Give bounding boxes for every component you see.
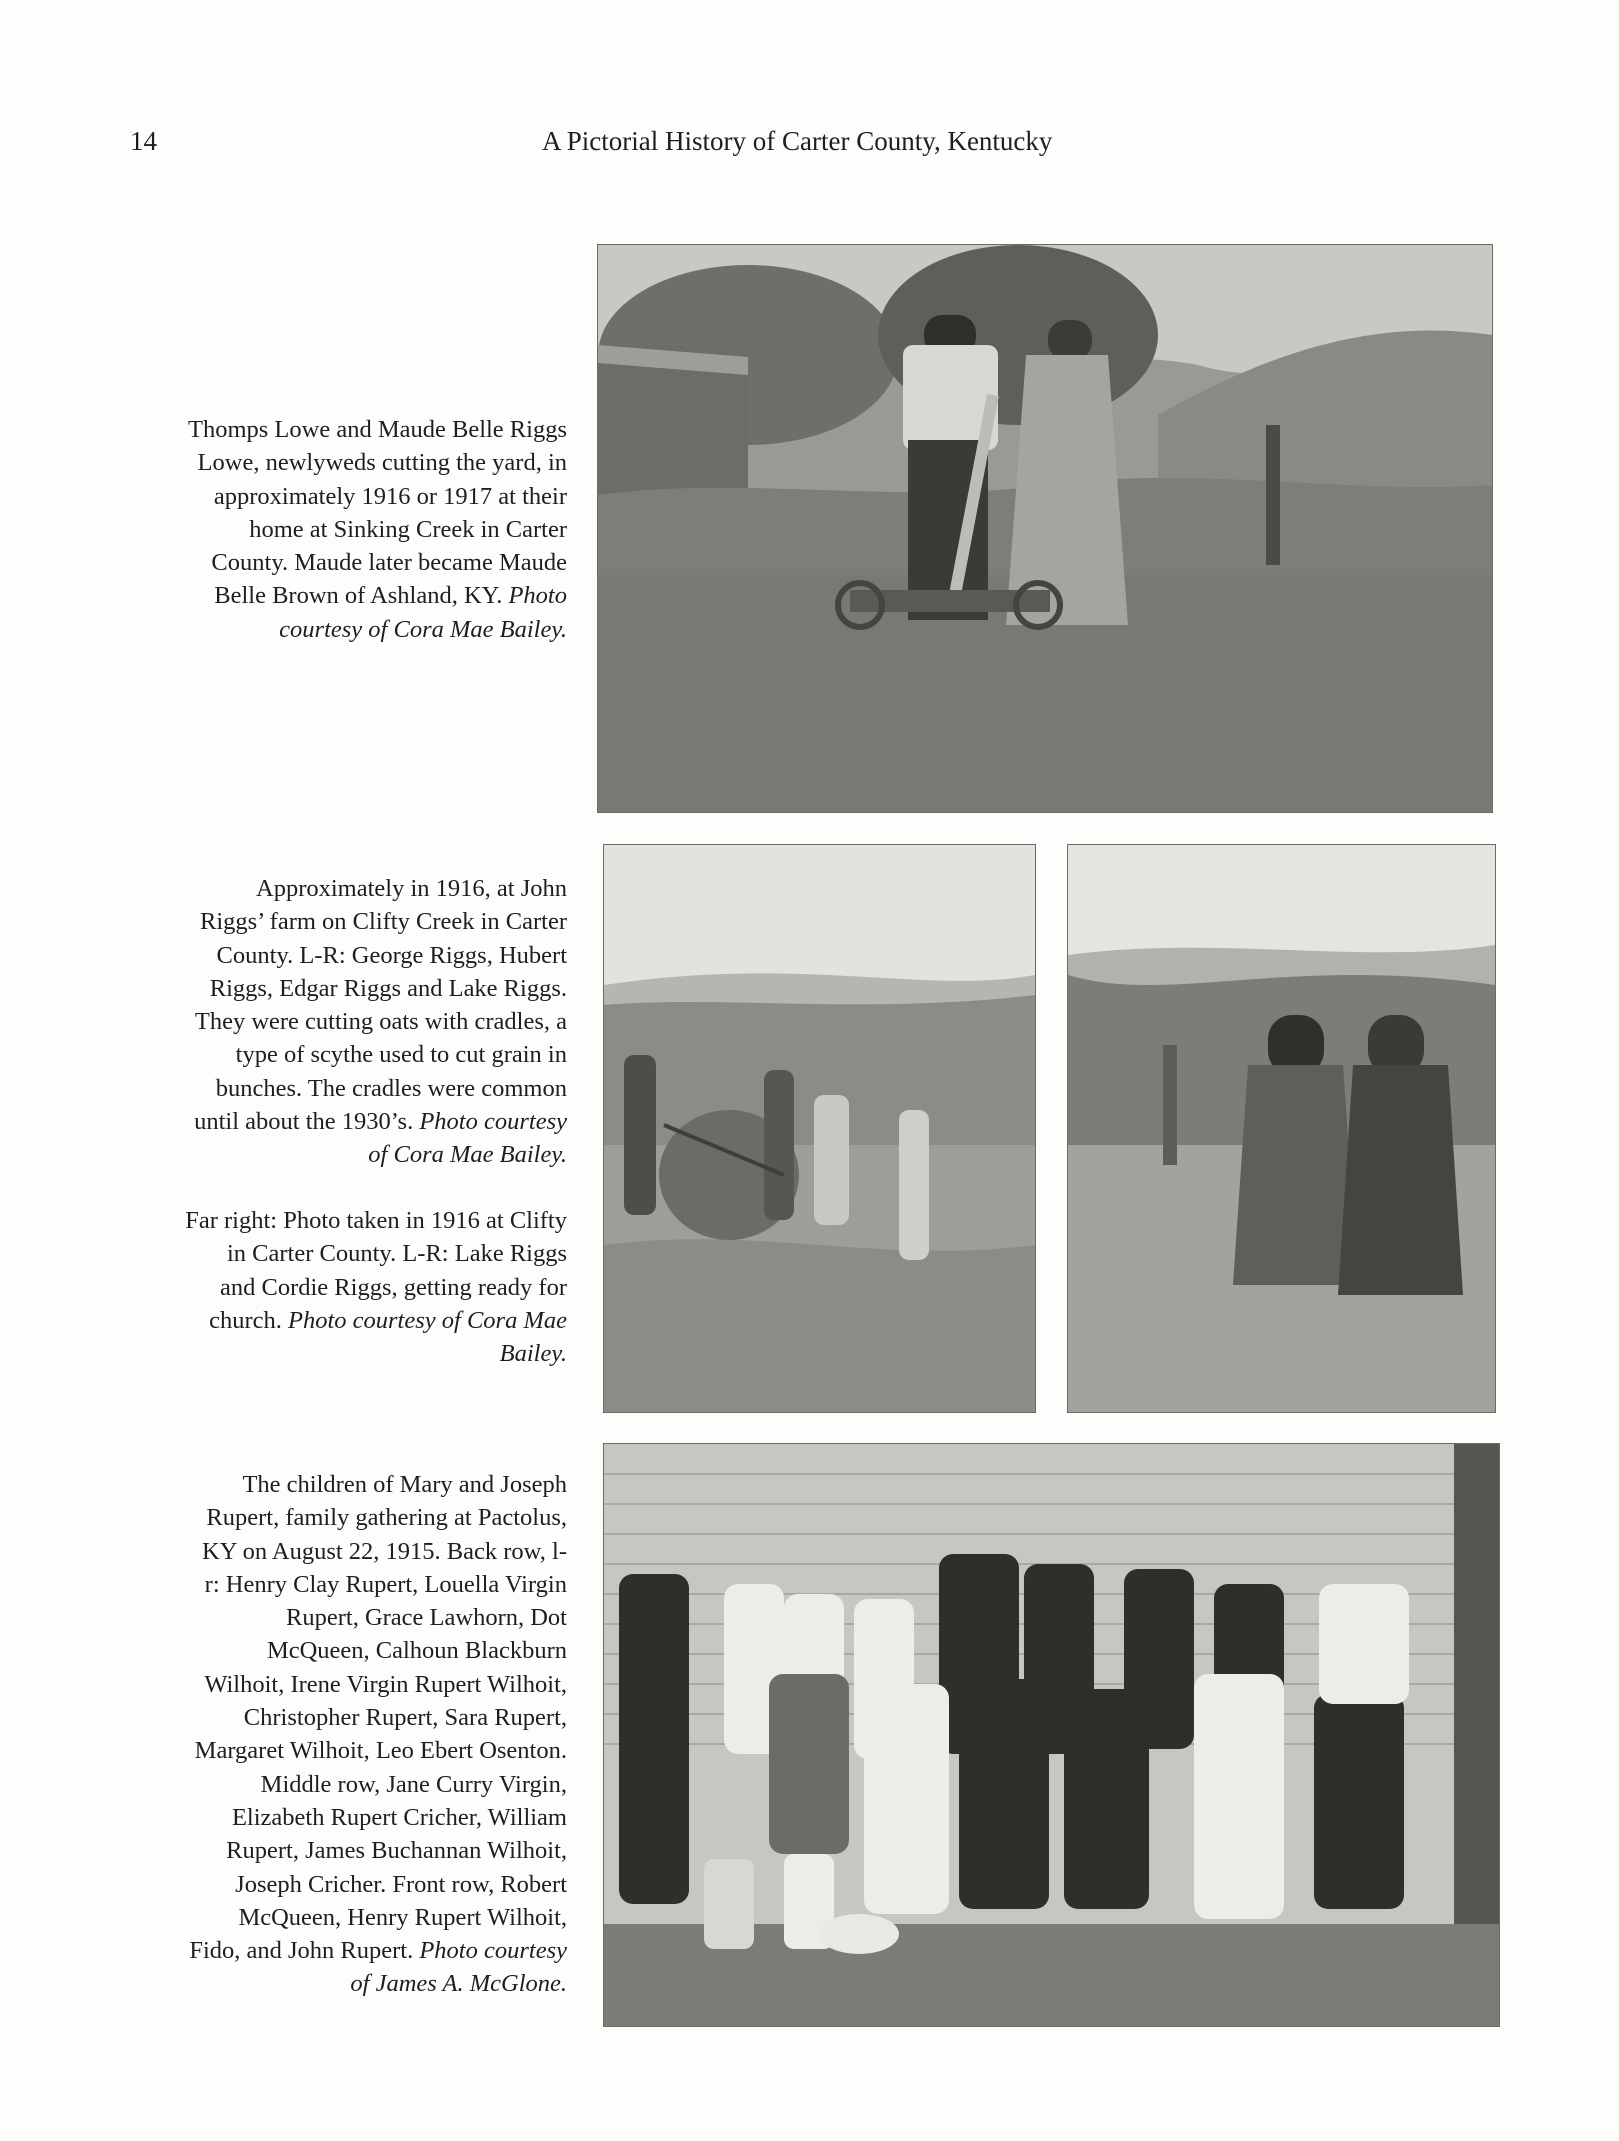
caption-line: [125, 446, 567, 479]
caption-line: [125, 1005, 567, 1038]
photo-riggs-oats: [603, 844, 1036, 1413]
caption-line: [125, 1868, 567, 1901]
caption-credit-text: Photo: [508, 582, 567, 610]
caption-line: [125, 1834, 567, 1867]
caption-text: The children of Mary and Joseph: [242, 1471, 567, 1498]
caption-line: [125, 1901, 567, 1934]
caption-text: Middle row, Jane Curry Virgin,: [260, 1770, 567, 1798]
caption-text: Rupert, James Buchannan Wilhoit,: [226, 1837, 567, 1865]
caption-line: [125, 1701, 567, 1734]
caption-line: [125, 1204, 567, 1237]
caption-rupert-family: [125, 1468, 567, 2001]
caption-text: church.: [209, 1306, 288, 1334]
caption-text: type of scythe used to cut grain in: [235, 1041, 567, 1069]
caption-line: [125, 480, 567, 513]
caption-text: Far right: Photo taken in 1916 at Clifty: [185, 1207, 567, 1234]
caption-line: [125, 905, 567, 938]
caption-text: Margaret Wilhoit, Leo Ebert Osenton.: [194, 1737, 567, 1765]
caption-line: [125, 1535, 567, 1568]
caption-line: [125, 546, 567, 579]
caption-line: [125, 1271, 567, 1304]
caption-text: Thomps Lowe and Maude Belle Riggs: [187, 416, 567, 443]
caption-line: [125, 972, 567, 1005]
caption-text: Wilhoit, Irene Virgin Rupert Wilhoit,: [204, 1670, 567, 1698]
caption-line: [125, 513, 567, 546]
page-number: 14: [130, 126, 157, 156]
caption-line: [125, 872, 567, 905]
caption-text: Christopher Rupert, Sara Rupert,: [243, 1704, 567, 1732]
caption-line: [125, 1634, 567, 1667]
caption-text: KY on August 22, 1915. Back row, l-: [202, 1537, 567, 1565]
caption-text: Fido, and John Rupert.: [189, 1937, 420, 1965]
caption-line: [125, 579, 567, 612]
caption-text: Riggs’ farm on Clifty Creek in Carter: [200, 908, 567, 936]
caption-text: They were cutting oats with cradles, a: [194, 1008, 567, 1036]
caption-credit-text: Photo courtesy: [419, 1937, 567, 1965]
caption-text: McQueen, Henry Rupert Wilhoit,: [238, 1903, 567, 1931]
caption-line: [125, 613, 567, 646]
caption-line: [125, 1934, 567, 1967]
caption-text: r: Henry Clay Rupert, Louella Virgin: [204, 1570, 567, 1598]
caption-text: County. Maude later became Maude: [211, 549, 567, 577]
caption-line: [125, 1237, 567, 1270]
caption-credit-text: Photo courtesy: [419, 1108, 567, 1136]
caption-text: Joseph Cricher. Front row, Robert: [235, 1870, 567, 1898]
caption-text: until about the 1930’s.: [194, 1108, 420, 1136]
caption-line: [125, 1668, 567, 1701]
caption-line: [125, 1468, 567, 1501]
caption-line: [125, 1568, 567, 1601]
caption-text: Rupert, family gathering at Pactolus,: [206, 1504, 567, 1532]
caption-line: [125, 1337, 567, 1370]
photo-riggs-church: [1067, 844, 1496, 1413]
caption-line: [125, 1138, 567, 1171]
caption-text: home at Sinking Creek in Carter: [249, 515, 567, 543]
caption-lowe-mowing: [125, 413, 567, 646]
caption-credit-text: Bailey.: [499, 1340, 567, 1368]
photo-rupert-family: [603, 1443, 1500, 2027]
caption-line: [125, 1801, 567, 1834]
caption-line: [125, 1105, 567, 1138]
caption-line: [125, 939, 567, 972]
running-title: A Pictorial History of Carter County, Kentucky: [542, 126, 1053, 156]
caption-line: [125, 1601, 567, 1634]
caption-line: [125, 1501, 567, 1534]
caption-line: [125, 1734, 567, 1767]
caption-line: [125, 413, 567, 446]
caption-credit-text: Photo courtesy of Cora Mae: [288, 1306, 567, 1334]
caption-text: Approximately in 1916, at John: [256, 875, 567, 902]
caption-line: [125, 1038, 567, 1071]
caption-text: Riggs, Edgar Riggs and Lake Riggs.: [209, 974, 567, 1002]
caption-credit-text: of James A. McGlone.: [350, 1970, 567, 1998]
caption-riggs-oats: [125, 872, 567, 1172]
caption-credit-text: of Cora Mae Bailey.: [368, 1141, 567, 1169]
caption-text: Lowe, newlyweds cutting the yard, in: [197, 449, 567, 477]
caption-text: approximately 1916 or 1917 at their: [213, 482, 567, 510]
caption-text: bunches. The cradles were common: [215, 1074, 567, 1102]
caption-text: Rupert, Grace Lawhorn, Dot: [286, 1604, 567, 1632]
caption-text: McQueen, Calhoun Blackburn: [266, 1637, 567, 1665]
caption-riggs-church: [125, 1204, 567, 1370]
caption-text: Belle Brown of Ashland, KY.: [214, 582, 509, 610]
caption-line: [125, 1072, 567, 1105]
caption-line: [125, 1768, 567, 1801]
caption-text: Elizabeth Rupert Cricher, William: [231, 1803, 567, 1831]
caption-line: [125, 1967, 567, 2000]
caption-text: in Carter County. L-R: Lake Riggs: [227, 1240, 567, 1268]
caption-credit-text: courtesy of Cora Mae Bailey.: [279, 615, 567, 643]
caption-text: County. L-R: George Riggs, Hubert: [216, 941, 567, 969]
photo-lowe-mowing: [597, 244, 1493, 813]
caption-line: [125, 1304, 567, 1337]
caption-text: and Cordie Riggs, getting ready for: [219, 1273, 567, 1301]
